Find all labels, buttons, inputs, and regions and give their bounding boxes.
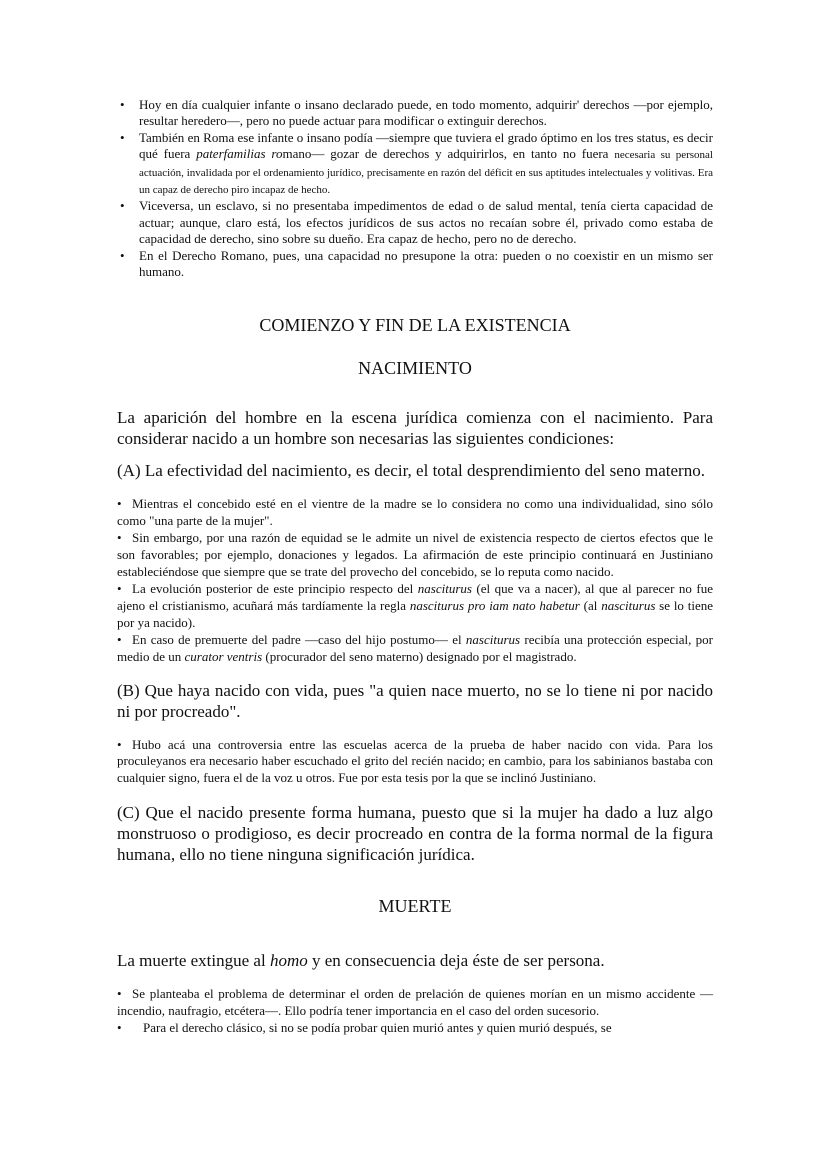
list-item: • En el Derecho Romano, pues, una capacidad no presupone la otra: pueden o no coexistir en un mismo ser humano. [117, 248, 713, 281]
muerte-intro: La muerte extingue al homo y en consecuencia deja éste de ser persona. [117, 951, 605, 971]
section-heading-nacimiento: NACIMIENTO [358, 358, 472, 379]
list-item: • Se planteaba el problema de determinar el orden de prelación de quienes morían en un mismo accidente —incendio, naufragio, etcétera—. Ello podría tener importancia en el caso del orden sucesorio. [117, 986, 713, 1019]
list-item: • En caso de premuerte del padre —caso del hijo postumo— el nasciturus recibía una protección especial, por medio de un curator ventris (procurador del seno materno) designado por el magistrado. [117, 631, 714, 664]
list-item: • Hoy en día cualquier infante o insano declarado puede, en todo momento, adquirir' derechos —por ejemplo, resultar heredero—, pero no puede actuar para modificar o extinguir derechos. [117, 97, 713, 130]
document-page [117, 97, 713, 1037]
list-item: • También en Roma ese infante o insano podía —siempre que tuviera el grado óptimo en los tres status, es decir qué fuera paterfamilias romano— gozar de derechos y adquirirlos, en tanto no fuera necesaria su personal actuación, invalidada por el ordenamiento jurídico, precisamente en razón del déficit en sus aptitudes intelectuales y volitivas. Era un capaz de derecho piro incapaz de hecho. [117, 130, 713, 199]
list-item: • Para el derecho clásico, si no se podía probar quien murió antes y quien murió después, se [117, 1020, 612, 1036]
condition-c: (C) Que el nacido presente forma humana, puesto que si la mujer ha dado a luz algo monstruoso o prodigioso, es decir procreado en contra de la forma normal de la figura humana, ello no tiene ninguna significación jurídica. [117, 803, 713, 865]
list-item: • Sin embargo, por una razón de equidad se le admite un nivel de existencia respecto de ciertos efectos que le son favorables; por ejemplo, donaciones y legados. La afirmación de este principio continuará en Justiniano estableciéndose que siempre que se trate del provecho del concebido, se lo reputa como nacido. [117, 530, 713, 580]
condition-a-points [117, 496, 713, 665]
section-heading-muerte: MUERTE [378, 896, 452, 917]
list-item: • Viceversa, un esclavo, si no presentaba impedimentos de edad o de salud mental, tenía cierta capacidad de actuar; aunque, claro está, los efectos jurídicos de sus actos no recaían sobre él, privado como estaba de capacidad de derecho, sino sobre su dueño. Era capaz de hecho, pero no de derecho. [117, 198, 713, 247]
condition-a: (A) La efectividad del nacimiento, es decir, el total desprendimiento del seno materno. [117, 461, 705, 481]
list-item: • Hubo acá una controversia entre las escuelas acerca de la prueba de haber nacido con vida. Para los proculeyanos era necesario haber escuchado el grito del recién nacido; en cambio, para los sabinianos bastaba con cualquier signo, fuera el de la voz u otros. Fue por esta tesis por la que se inclinó Justiniano. [117, 736, 713, 786]
muerte-points [117, 986, 713, 1037]
list-item: • La evolución posterior de este principio respecto del nasciturus (el que va a nacer), al que al parecer no fue ajeno el cristianismo, acuñará más tardíamente la regla nasciturus pro iam nato habetur (al nasciturus se lo tiene por ya nacido). [117, 581, 713, 630]
list-item: • Mientras el concebido esté en el vientre de la madre se lo considera no como una individualidad, sino sólo como "una parte de la mujer". [117, 496, 713, 529]
top-bullet-list [117, 97, 713, 280]
section-heading-main: COMIENZO Y FIN DE LA EXISTENCIA [259, 315, 571, 336]
intro-paragraph: La aparición del hombre en la escena jurídica comienza con el nacimiento. Para considerar nacido a un hombre son necesarias las siguientes condiciones: [117, 408, 713, 449]
condition-b: (B) Que haya nacido con vida, pues "a quien nace muerto, no se lo tiene ni por nacido ni por procreado". [117, 680, 713, 721]
condition-b-points [117, 737, 713, 788]
